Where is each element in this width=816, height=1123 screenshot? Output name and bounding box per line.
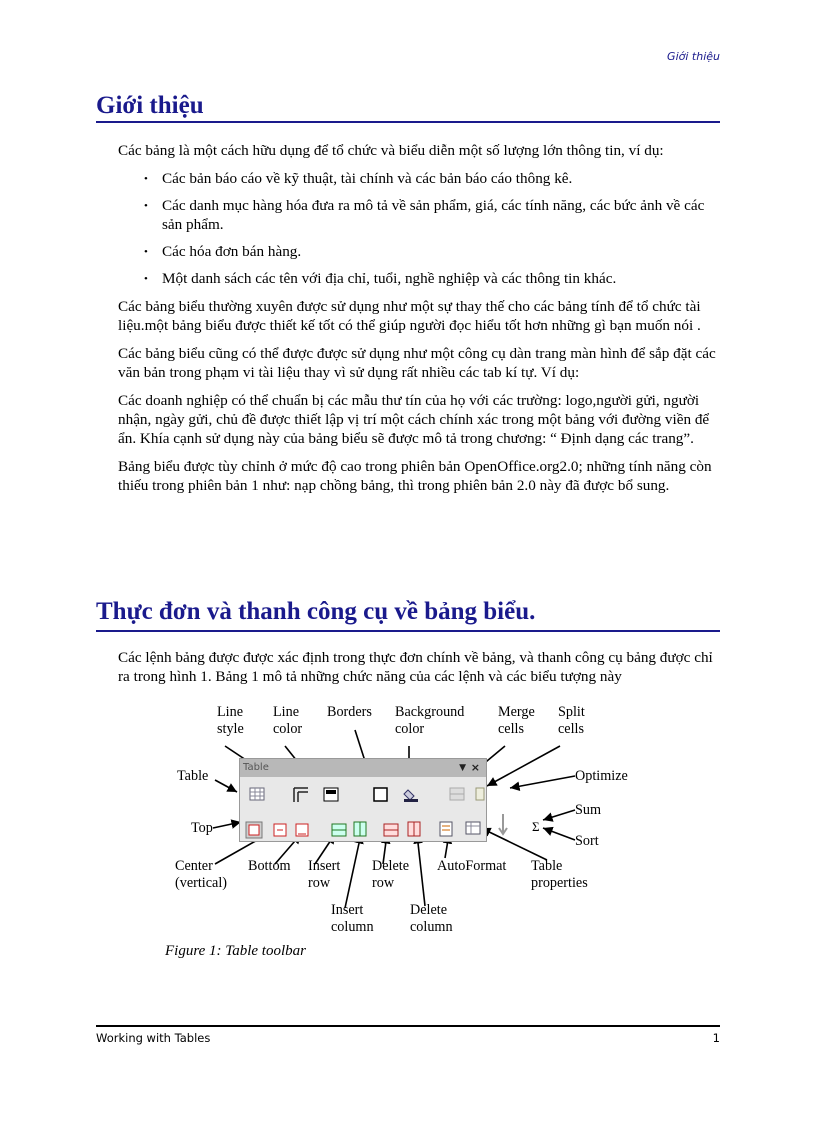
autoformat-icon[interactable] xyxy=(440,822,452,836)
borders-icon[interactable] xyxy=(374,788,387,801)
label-optimize: Optimize xyxy=(575,768,628,784)
paragraph: Các doanh nghiệp có thể chuẩn bị các mẫu thư tín của họ với các trường: logo,người gửi, người nhận, ngày gửi, chủ đề được thiết lập vị trí một cách chính xác trong một bảng với đường viền để ẩn. Khía cạnh sử dụng này của bảng biểu sẽ được mô tả trong chương: “ Định dạng các trang”. xyxy=(118,392,710,447)
merge-cells-icon[interactable] xyxy=(450,788,464,800)
label-insert-column: Insert column xyxy=(331,902,374,935)
label-sort: Sort xyxy=(575,833,599,849)
footer-rule xyxy=(96,1025,720,1027)
figure-caption: Figure 1: Table toolbar xyxy=(165,943,306,959)
list-item: • Các danh mục hàng hóa đưa ra mô tả về sản phẩm, giá, các tính năng, các bức ảnh về các sản phẩm. xyxy=(144,196,720,234)
section-title-menus: Thực đơn và thanh công cụ về bảng biểu. xyxy=(96,598,536,625)
page-number: 1 xyxy=(712,1031,720,1045)
label-merge-cells: Merge cells xyxy=(498,704,535,737)
label-autoformat: AutoFormat xyxy=(437,858,507,874)
label-delete-column: Delete column xyxy=(410,902,453,935)
close-icon[interactable]: × xyxy=(470,761,480,774)
background-color-icon[interactable] xyxy=(404,790,418,802)
running-header: Giới thiệu xyxy=(667,50,720,63)
label-borders: Borders xyxy=(327,704,372,720)
paragraph: Bảng biểu được tùy chỉnh ở mức độ cao trong phiên bản OpenOffice.org2.0; những tính năng còn thiếu trong phiên bản 1 như: nạp chồng bảng, thì trong phiên bản 2.0 này đã được bổ sung. xyxy=(118,458,712,494)
label-split-cells: Split cells xyxy=(558,704,585,737)
delete-column-icon[interactable] xyxy=(408,822,420,836)
label-table: Table xyxy=(177,768,209,784)
intro-paragraph: Các bảng là một cách hữu dụng để tổ chức và biểu diễn một số lượng lớn thông tin, ví dụ: xyxy=(118,142,664,159)
sum-icon[interactable]: Σ xyxy=(532,819,540,834)
label-background-color: Background color xyxy=(395,704,465,737)
center-vertical-icon[interactable] xyxy=(274,824,286,836)
paragraph: Các bảng biểu thường xuyên được sử dụng như một sự thay thế cho các bảng tính để tổ chức tài liệu.một bảng biểu được thiết kế tốt có thể giúp người đọc hiểu tốt hơn những gì bạn muốn nói . xyxy=(118,298,701,334)
arrow-sort xyxy=(543,828,575,840)
label-delete-row: Delete row xyxy=(372,858,410,891)
arrow-sum xyxy=(543,810,575,820)
toolbar-title: Table xyxy=(243,762,269,773)
label-table-properties: Table properties xyxy=(531,858,588,891)
table-icon[interactable] xyxy=(250,788,264,800)
insert-column-icon[interactable] xyxy=(354,822,366,836)
table-toolbar xyxy=(239,758,487,842)
table-properties-icon[interactable] xyxy=(466,822,480,834)
label-sum: Sum xyxy=(575,802,602,818)
toolbar-icons xyxy=(240,778,486,840)
section-title-intro: Giới thiệu xyxy=(96,92,204,119)
table-toolbar-figure xyxy=(165,700,645,970)
label-line-style: Line style xyxy=(217,704,244,737)
label-bottom: Bottom xyxy=(248,858,291,874)
sort-icon[interactable] xyxy=(495,810,535,850)
list-item: • Một danh sách các tên với địa chỉ, tuổi, nghề nghiệp và các thông tin khác. xyxy=(144,269,720,288)
top-icon[interactable] xyxy=(246,822,262,838)
list-item: • Các bản báo cáo về kỹ thuật, tài chính và các bản báo cáo thông kê. xyxy=(144,169,720,188)
chevron-down-icon[interactable]: ▼ xyxy=(459,763,466,773)
line-style-icon[interactable] xyxy=(294,788,308,802)
arrow-delete-column xyxy=(417,834,425,906)
arrow-table xyxy=(215,780,237,792)
label-insert-row: Insert row xyxy=(308,858,341,891)
arrow-insert-column xyxy=(345,834,361,908)
insert-row-icon[interactable] xyxy=(332,824,346,836)
footer-title: Working with Tables xyxy=(96,1031,211,1045)
label-center-vertical: Center (vertical) xyxy=(175,858,227,891)
section-rule xyxy=(96,121,720,123)
bullet-list xyxy=(118,169,720,288)
label-top: Top xyxy=(191,820,213,836)
list-item: • Các hóa đơn bán hàng. xyxy=(144,242,720,261)
paragraph: Các lệnh bảng được được xác định trong thực đơn chính về bảng, và thanh công cụ bảng được chỉ ra trong hình 1. Bảng 1 mô tả những chức năng của các lệnh và các biểu tượng này xyxy=(118,649,713,685)
arrow-optimize xyxy=(510,776,575,788)
line-color-icon[interactable] xyxy=(324,788,338,801)
toolbar-titlebar[interactable] xyxy=(240,759,486,777)
split-cells-icon[interactable] xyxy=(476,788,484,800)
delete-row-icon[interactable] xyxy=(384,824,398,836)
section1-body xyxy=(118,141,720,504)
arrow-top xyxy=(213,822,241,828)
bottom-icon[interactable] xyxy=(296,824,308,836)
section-rule xyxy=(96,630,720,632)
label-line-color: Line color xyxy=(273,704,303,737)
section2-body xyxy=(118,648,720,695)
paragraph: Các bảng biểu cũng có thể được được sử dụng như một công cụ dàn trang màn hình để sắp đặt các văn bản trong phạm vi tài liệu thay vì sử dụng rất nhiều các tab kí tự. Ví dụ: xyxy=(118,345,716,381)
